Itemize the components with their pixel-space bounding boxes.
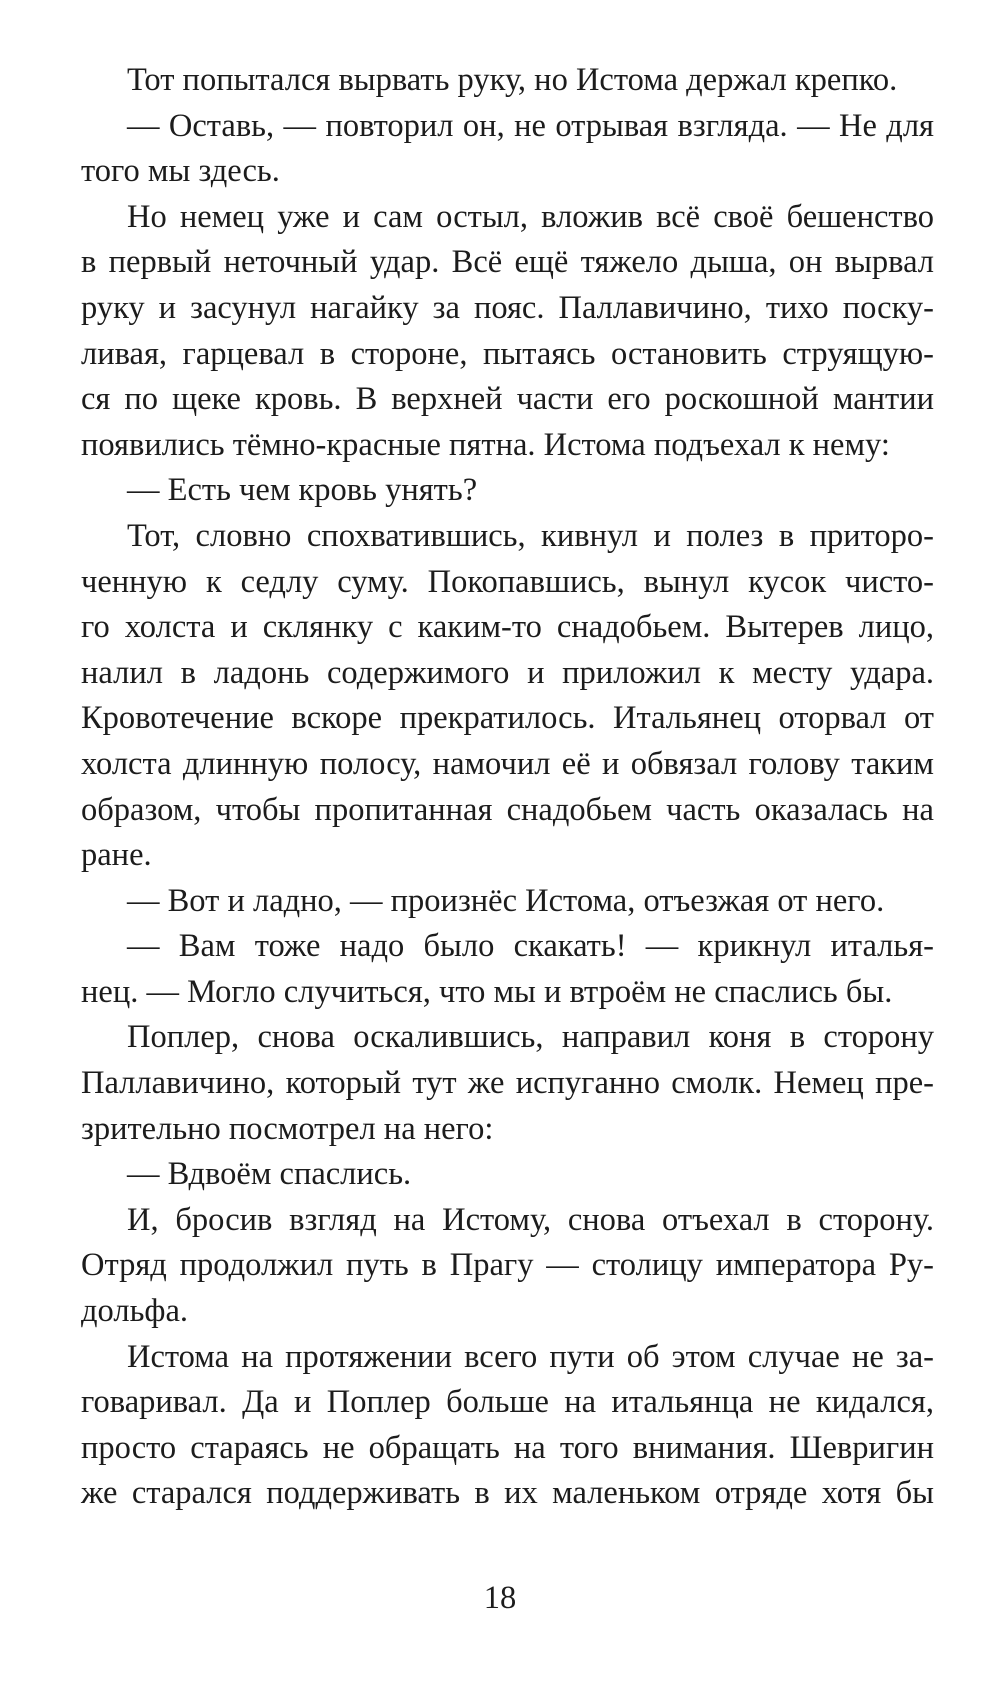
text-line: в первый неточный удар. Всё ещё тяжело дыша, он вырвал [81, 244, 934, 281]
text-line: же старался поддерживать в их маленьком отряде хотя бы [81, 1475, 934, 1512]
text-line: Кровотечение вскоре прекратилось. Итальянец оторвал от [81, 700, 934, 737]
text-line: Но немец уже и сам остыл, вложив всё своё бешенство [127, 198, 934, 235]
text-line: ливая, гарцевал в стороне, пытаясь остановить струящую- [81, 335, 934, 372]
text-line: — Оставь, — повторил он, не отрывая взгляда. — Не для [127, 107, 934, 144]
text-line: нец. — Могло случиться, что мы и втроём не спаслись бы. [81, 973, 893, 1010]
text-line: ране. [81, 837, 152, 874]
text-line: ченную к седлу суму. Покопавшись, вынул кусок чисто- [81, 563, 934, 600]
page-number: 18 [483, 1580, 517, 1616]
text-line: руку и засунул нагайку за пояс. Паллавичино, тихо поску- [81, 289, 934, 326]
text-line: ся по щеке кровь. В верхней части его роскошной мантии [81, 381, 934, 418]
text-line: Тот попытался вырвать руку, но Истома держал крепко. [127, 62, 898, 98]
text-line: холста длинную полосу, намочил её и обвязал голову таким [81, 745, 934, 782]
text-line: дольфа. [81, 1293, 189, 1330]
text-line: Паллавичино, который тут же испуганно смолк. Немец пре- [81, 1065, 934, 1102]
page-body-text [81, 58, 934, 1517]
text-line: го холста и склянку с каким-то снадобьем. Вытерев лицо, [81, 609, 934, 646]
text-line: того мы здесь. [81, 153, 280, 190]
text-line: И, бросив взгляд на Истому, снова отъехал в сторону. [127, 1201, 934, 1238]
text-line: Поплер, снова оскалившись, направил коня в сторону [127, 1019, 934, 1056]
text-line: Истома на протяжении всего пути об этом случае не за- [127, 1338, 934, 1375]
text-line: — Есть чем кровь унять? [127, 472, 478, 509]
text-line: зрительно посмотрел на него: [81, 1110, 494, 1147]
text-line: появились тёмно-красные пятна. Истома подъехал к нему: [81, 426, 890, 463]
text-line: просто стараясь не обращать на того внимания. Шевригин [81, 1429, 934, 1466]
text-line: налил в ладонь содержимого и приложил к месту удара. [81, 654, 934, 691]
text-line: Тот, словно спохватившись, кивнул и полез в приторо- [127, 517, 934, 554]
text-line: — Вдвоём спаслись. [127, 1156, 412, 1193]
text-line: — Вам тоже надо было скакать! — крикнул италья- [127, 928, 934, 965]
text-line: образом, чтобы пропитанная снадобьем часть оказалась на [81, 791, 934, 828]
text-line: — Вот и ладно, — произнёс Истома, отъезжая от него. [127, 882, 885, 919]
text-line: Отряд продолжил путь в Прагу — столицу императора Ру- [81, 1247, 934, 1284]
text-line: говаривал. Да и Поплер больше на итальянца не кидался, [81, 1384, 934, 1421]
